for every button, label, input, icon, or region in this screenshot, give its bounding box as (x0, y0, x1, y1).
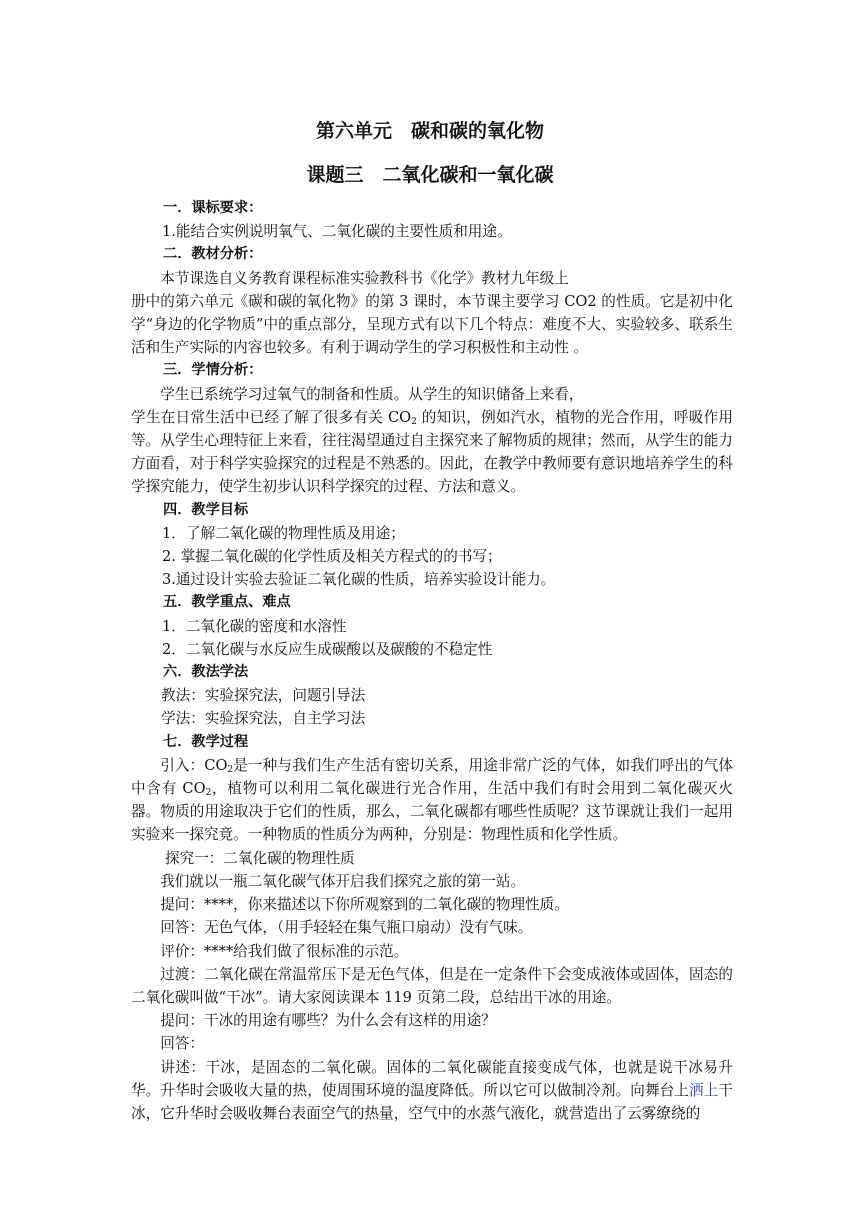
students-paragraph: 学生在日常生活中已经了解了很多有关 $CO_2$ 的知识，例如汽水，植物的光合作用，呼吸作用等。从学生心理特征上来看，往往渴望通过自主探究来了解物质的规律；然而，从学生的能力方面看，对于科学实验探究的过程是不熟悉的。因此，在教学中教师要有意识地培养学生的科学探究能力，使学生初步认识科学探究的过程、方法和意义。 (131, 408, 733, 496)
keypoint-item: 1．二氧化碳的密度和水溶性 (162, 617, 347, 635)
section-heading-standards: 一．课标要求： (163, 200, 263, 216)
process-transition: 过渡：二氧化碳在常温常压下是无色气体，但是在一定条件下会变成液体或固体，固态的二氧化碳叫做“干冰”。请大家阅读课本 119 页第二段，总结出干冰的用途。 (131, 965, 733, 1006)
standards-line: 1.能结合实例说明氧气、二氧化碳的主要性质和用途。 (162, 223, 512, 241)
process-line: 回答：无色气体，（用手轻轻在集气瓶口扇动）没有气味。 (160, 919, 533, 937)
process-lecture: 讲述：干冰，是固态的二氧化碳。固体的二氧化碳能直接变成气体，也就是说干冰易升华。升华时会吸收大量的热，使周围环境的温度降低。所以它可以做制冷剂。向舞台上洒上干冰，它升华时会吸收舞台表面空气的热量，空气中的水蒸气液化，就营造出了云雾缭绕的 (131, 1058, 733, 1122)
process-line: 我们就以一瓶二氧化碳气体开启我们探究之旅的第一站。 (160, 872, 526, 890)
hyperlink[interactable]: 洒上 (689, 1081, 719, 1099)
process-line: 提问：****，你来描述以下你所观察到的二氧化碳的物理性质。 (160, 896, 569, 914)
section-heading-process: 七．教学过程 (163, 733, 249, 750)
section-heading-students: 三．学情分析： (163, 362, 263, 379)
keypoint-item: 2．二氧化碳与水反应生成碳酸以及碳酸的不稳定性 (162, 640, 493, 658)
process-intro: 引入：$CO_2$是一种与我们生产生活有密切关系，用途非常广泛的气体，如我们呼出的气体中含有 $CO_2$，植物可以利用二氧化碳进行光合作用，生活中我们有时会用到二氧化碳灭火器。物质的用途取决于它们的性质，那么，二氧化碳都有哪些性质呢？这节课就让我们一起用实验来一探究竟。一种物质的性质分为两种，分别是：物理性质和化学性质。 (131, 756, 733, 844)
material-paragraph: 册中的第六单元《碳和碳的氧化物》的第 3 课时，本节课主要学习 CO2 的性质。它是初中化学“身边的化学物质”中的重点部分，呈现方式有以下几个特点：难度不大、实验较多、联系生活和生产实际的内容也较多。有利于调动学生的学习积极性和主动性 。 (131, 292, 733, 357)
section-heading-methods: 六．教法学法 (163, 664, 249, 681)
unit-title: 第六单元 碳和碳的氧化物 (315, 120, 544, 142)
goal-item: 2. 掌握二氧化碳的化学性质及相关方程式的的书写； (162, 548, 502, 566)
explore-heading: 探究一：二氧化碳的物理性质 (165, 849, 355, 867)
goal-item: 1．了解二氧化碳的物理性质及用途； (162, 524, 405, 542)
students-paragraph-start: 学生已系统学习过氧气的制备和性质。从学生的知识储备上来看， (160, 385, 584, 403)
process-line: 评价：****给我们做了很标准的示范。 (160, 942, 409, 960)
process-answer: 回答： (160, 1035, 204, 1053)
section-heading-material: 二．教材分析： (163, 246, 263, 263)
method-item: 学法：实验探究法，自主学习法 (161, 710, 366, 728)
section-heading-keypoints: 五．教学重点、难点 (163, 594, 291, 611)
lesson-title: 课题三 二氧化碳和一氧化碳 (306, 164, 554, 186)
material-paragraph-start: 本节课选自义务教育课程标准实验教科书《化学》教材九年级上 (160, 269, 569, 287)
process-question: 提问：干冰的用途有哪些？为什么会有这样的用途？ (160, 1012, 496, 1030)
section-heading-goals: 四．教学目标 (163, 501, 249, 518)
method-item: 教法：实验探究法，问题引导法 (161, 687, 366, 705)
document-body (131, 197, 733, 1125)
goal-item: 3.通过设计实验去验证二氧化碳的性质，培养实验设计能力。 (162, 571, 556, 589)
